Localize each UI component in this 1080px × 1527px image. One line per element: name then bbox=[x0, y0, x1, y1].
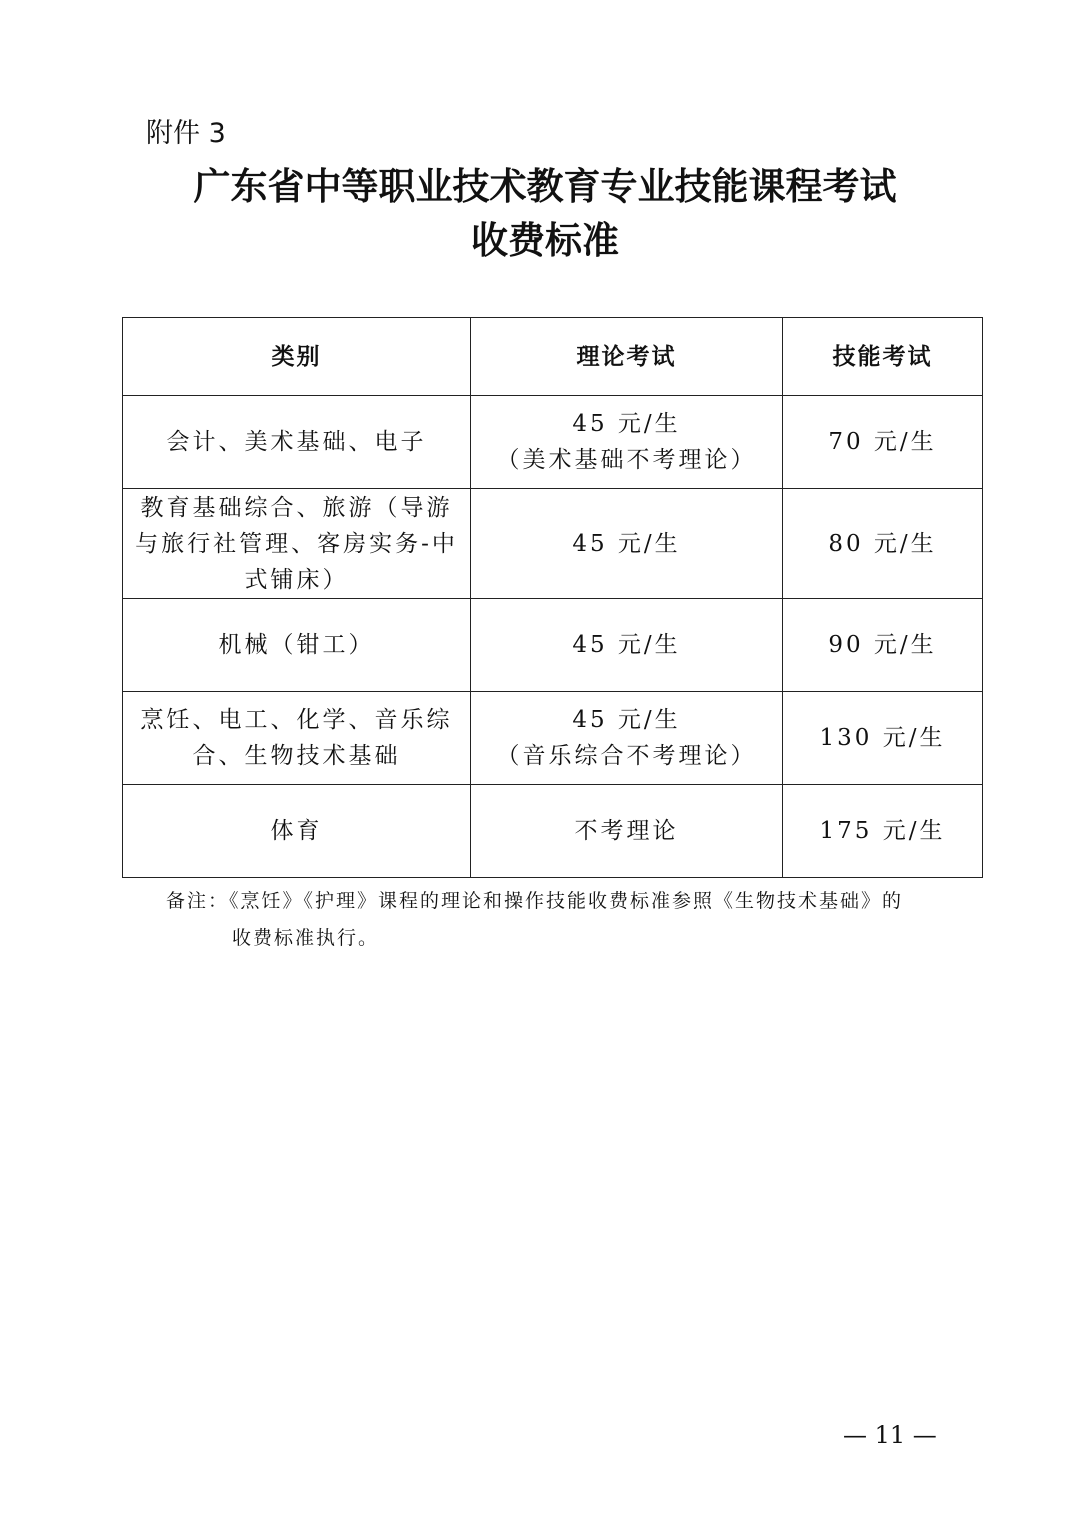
header-category: 类别 bbox=[123, 318, 471, 396]
theory-fee-cell: 不考理论 bbox=[471, 785, 783, 878]
table-row bbox=[123, 692, 983, 785]
table-header-row bbox=[123, 318, 983, 396]
category-cell: 机械（钳工） bbox=[123, 599, 471, 692]
skill-fee-cell: 70 元/生 bbox=[783, 396, 983, 489]
header-skill-exam: 技能考试 bbox=[783, 318, 983, 396]
theory-fee-note: （音乐综合不考理论） bbox=[496, 743, 757, 769]
fee-table bbox=[122, 317, 983, 878]
category-cell: 教育基础综合、旅游（导游与旅行社管理、客房实务-中式铺床） bbox=[123, 489, 471, 599]
category-cell: 会计、美术基础、电子 bbox=[123, 396, 471, 489]
table-row bbox=[123, 785, 983, 878]
remarks-note-continuation: 收费标准执行。 bbox=[232, 927, 380, 949]
skill-fee-cell: 175 元/生 bbox=[783, 785, 983, 878]
theory-fee-cell: 45 元/生 bbox=[471, 599, 783, 692]
theory-fee-note: （美术基础不考理论） bbox=[496, 447, 757, 473]
theory-fee-cell bbox=[471, 692, 783, 785]
skill-fee-cell: 80 元/生 bbox=[783, 489, 983, 599]
skill-fee-cell: 130 元/生 bbox=[783, 692, 983, 785]
document-title-line2: 收费标准 bbox=[471, 219, 619, 262]
header-theory-exam: 理论考试 bbox=[471, 318, 783, 396]
attachment-label: 附件 3 bbox=[146, 118, 226, 149]
category-cell: 烹饪、电工、化学、音乐综合、生物技术基础 bbox=[123, 692, 471, 785]
table-row bbox=[123, 396, 983, 489]
theory-fee: 45 元/生 bbox=[572, 707, 681, 733]
theory-fee-cell bbox=[471, 396, 783, 489]
skill-fee-cell: 90 元/生 bbox=[783, 599, 983, 692]
table-row bbox=[123, 489, 983, 599]
remarks-note: 备注：《烹饪》《护理》课程的理论和操作技能收费标准参照《生物技术基础》的 bbox=[166, 890, 904, 912]
category-cell: 体育 bbox=[123, 785, 471, 878]
theory-fee: 45 元/生 bbox=[572, 411, 681, 437]
theory-fee-cell: 45 元/生 bbox=[471, 489, 783, 599]
page-number: — 11 — bbox=[843, 1421, 937, 1449]
document-title: 广东省中等职业技术教育专业技能课程考试 bbox=[193, 165, 897, 208]
table-row bbox=[123, 599, 983, 692]
